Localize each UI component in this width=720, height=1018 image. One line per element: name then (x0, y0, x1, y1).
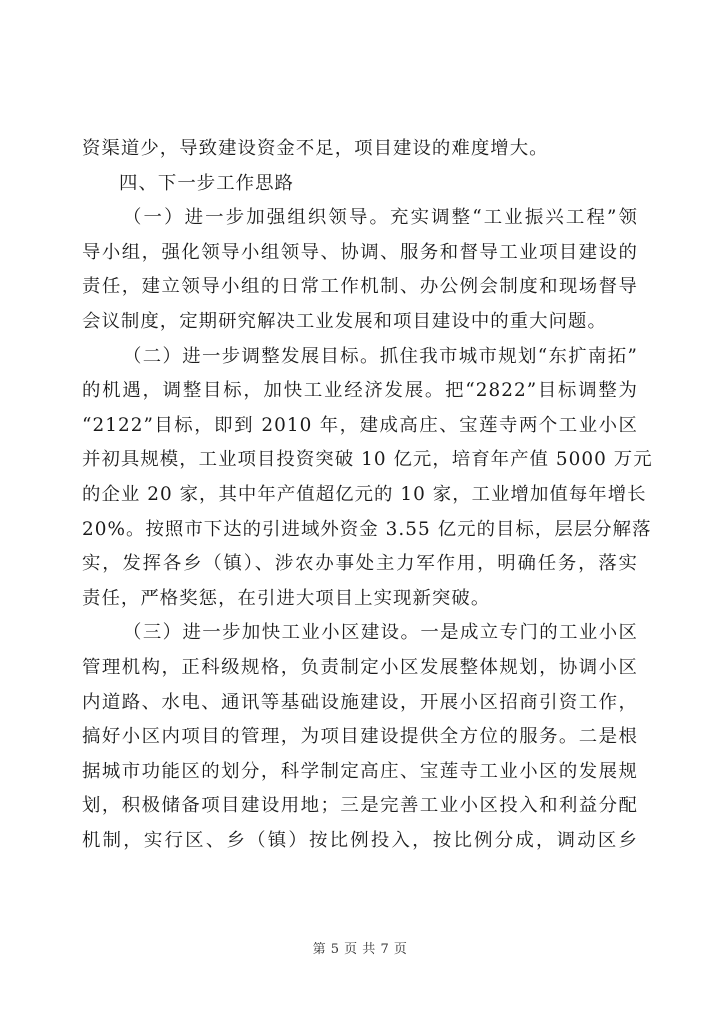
paragraph-line: 并初具规模，工业项目投资突破 10 亿元，培育年产值 5000 万元 (82, 449, 653, 471)
section-heading: 四、下一步工作思路 (119, 172, 294, 194)
paragraph-line: （二）进一步调整发展目标。抓住我市城市规划“东扩南拓” (123, 345, 638, 367)
paragraph-line: 机制，实行区、乡（镇）按比例投入，按比例分成，调动区乡 (82, 829, 638, 851)
paragraph-line: 内道路、水电、通讯等基础设施建设，开展小区招商引资工作， (82, 691, 638, 713)
paragraph-line: 搞好小区内项目的管理，为项目建设提供全方位的服务。二是根 (82, 726, 638, 748)
paragraph-line: 管理机构，正科级规格，负责制定小区发展整体规划，协调小区 (82, 656, 638, 678)
paragraph-line: 实，发挥各乡（镇）、涉农办事处主力军作用，明确任务，落实 (82, 553, 638, 575)
paragraph-line: （一）进一步加强组织领导。充实调整“工业振兴工程”领 (123, 207, 638, 229)
paragraph-line: 资渠道少，导致建设资金不足，项目建设的难度增大。 (82, 138, 549, 159)
paragraph-line: 责任，严格奖惩，在引进大项目上实现新突破。 (82, 587, 491, 609)
document-body (82, 132, 653, 858)
paragraph-line: 导小组，强化领导小组领导、协调、服务和督导工业项目建设的 (82, 241, 638, 263)
page-number-footer: 第 5 页 共 7 页 (312, 942, 408, 957)
paragraph-line: 据城市功能区的划分，科学制定高庄、宝莲寺工业小区的发展规 (82, 760, 638, 782)
paragraph-line: 的企业 20 家，其中年产值超亿元的 10 家，工业增加值每年增长 (82, 483, 647, 505)
paragraph-line: “2122”目标，即到 2010 年，建成高庄、宝莲寺两个工业小区 (82, 414, 638, 436)
paragraph-line: 的机遇，调整目标，加快工业经济发展。把“2822”目标调整为 (82, 380, 638, 402)
paragraph-line: 划，积极储备项目建设用地；三是完善工业小区投入和利益分配 (82, 795, 638, 817)
paragraph-line: （三）进一步加快工业小区建设。一是成立专门的工业小区 (123, 622, 638, 644)
paragraph-line: 会议制度，定期研究解决工业发展和项目建设中的重大问题。 (82, 310, 607, 332)
paragraph-line: 责任，建立领导小组的日常工作机制、办公例会制度和现场督导 (82, 276, 638, 298)
paragraph-line: 20%。按照市下达的引进域外资金 3.55 亿元的目标，层层分解落 (82, 518, 652, 540)
